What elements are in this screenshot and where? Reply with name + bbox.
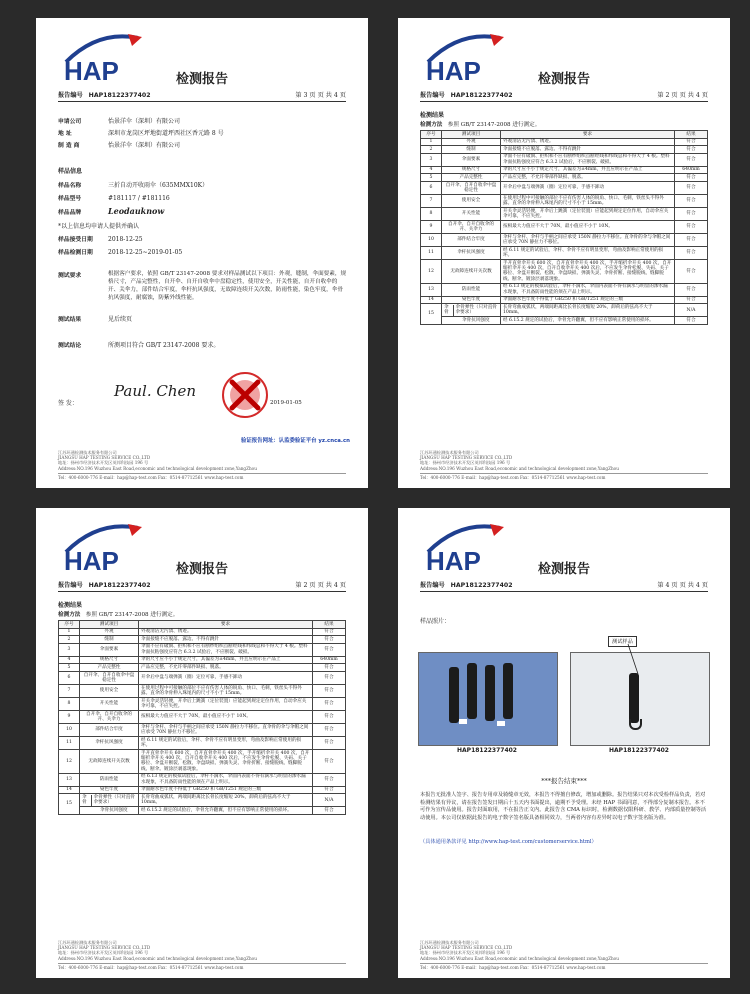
footer-company: 江苏环通检测技术服务有限公司 xyxy=(420,939,479,945)
table-row xyxy=(59,736,346,749)
method-label: 检测方法 xyxy=(420,122,443,128)
table-cell: 伞面不应有破洞、拒织和不应有断纱组织点断经线和纬线总和不得大于 4 根。塑料伞面抗粘强度应符合 6.3.2 试验后，不应断裂、破损。 xyxy=(501,153,675,166)
table-row xyxy=(421,181,708,194)
table-cell: 规格尺寸 xyxy=(80,656,139,664)
table-cell: 14 xyxy=(59,786,80,794)
svg-text:HAP: HAP xyxy=(426,546,481,576)
sample-tag-callout: 测试样品 xyxy=(608,636,637,647)
table-cell: 在使用过程中可接触的部位不应有伤害人体的锐角、快口、毛刺，铁丝头不得外露。直伞的伞骨伸入珠尾内的尺寸不小于 15mm。 xyxy=(139,684,313,697)
table-cell: 符合 xyxy=(675,181,708,194)
table-cell: 11 xyxy=(421,246,442,259)
address-label: 地 址 xyxy=(58,131,72,137)
umbrella-image xyxy=(449,667,459,723)
table-cell: 产品完整性 xyxy=(442,174,501,182)
report-title: 检测报告 xyxy=(175,562,228,577)
table-cell: 9 xyxy=(421,220,442,233)
table-cell: 8 xyxy=(59,697,80,710)
page-no: 第 3 页 xyxy=(295,92,316,99)
footer-company-en: JIANGSU HAP TESTING SERVICE CO.,LTD xyxy=(58,945,151,951)
report-page-results xyxy=(398,18,730,488)
result-heading: 检测结果 xyxy=(420,112,445,119)
table-cell: 伞骨抗风强度 xyxy=(442,317,501,325)
table-cell: 开伞后中盘与端弹簧（圈）定位可靠，手感不卸动 xyxy=(501,181,675,194)
table-cell: 开伞后中盘与端弹簧（圈）定位可靠，手感不卸动 xyxy=(139,671,313,684)
results-table xyxy=(420,130,708,325)
table-cell: 640mm xyxy=(675,166,708,174)
report-no: HAP18122377402 xyxy=(450,92,513,99)
table-cell: 符合 xyxy=(313,697,346,710)
table-cell: 符合 xyxy=(675,233,708,246)
conclusion: 所测项目符合 GB/T 23147-2008 要求。 xyxy=(108,342,220,349)
report-page-cover xyxy=(36,18,368,488)
sample-brand: Leodauknow xyxy=(108,206,165,216)
table-cell: 外观清洁无污渍、锈迹。 xyxy=(501,138,675,146)
table-cell: 开关性能 xyxy=(80,697,139,710)
table-cell: 符合 xyxy=(313,684,346,697)
table-cell: 符合 xyxy=(675,146,708,154)
report-header xyxy=(420,580,708,592)
table-cell: 13 xyxy=(421,283,442,296)
result-heading: 检测结果 xyxy=(58,602,83,609)
table-cell: 手开直骨伞开关 600 次，自开直骨伞开关 400 次，手开缩折伞开关 400 次，自开缩折伞开关 400 次，自开自收伞开关 400 次后，不应发生伞骨松脱、失码、关子移位、伞盘开断裂、松散、伞盘缺损、弹簧失灵、伞骨折断、接缝脱线、缝脚脱线、断伞。镀涂层剥落现象。 xyxy=(501,259,675,283)
footer-company: 江苏环通检测技术服务有限公司 xyxy=(58,939,117,945)
table-cell: 符合 xyxy=(313,628,346,636)
table-cell: 7 xyxy=(59,684,80,697)
table-cell: 经 6.13 规定的模拟试验后，伞杆不滴水，伞面内表面不得有滴水与明显的渗水漏水现象，不具备防雨性能的须在产品上明示。 xyxy=(501,283,675,296)
table-row xyxy=(59,710,346,723)
conclusion-row xyxy=(58,340,219,349)
table-row xyxy=(421,166,708,174)
table-row xyxy=(59,671,346,684)
table-row xyxy=(421,259,708,283)
table-cell: 伞的尺寸应不小于规定尺寸，其偏差为±4mm，并且应明示在产品上 xyxy=(501,166,675,174)
table-cell: 6 xyxy=(421,181,442,194)
table-cell: 经 6.11 规定的试验后，伞杆、伞骨不应有明显变形，弯曲及影响正常使用的损坏。 xyxy=(501,246,675,259)
table-row xyxy=(59,749,346,773)
table-cell: 符合 xyxy=(313,664,346,672)
test-period: 2018-12-25~2019-01-05 xyxy=(108,249,183,256)
test-result-row xyxy=(58,314,132,323)
page-total: 页 共 4 页 xyxy=(317,92,346,99)
table-cell: 按相最大力值应不大于 70N，最小值应不小于 10N。 xyxy=(501,220,675,233)
table-row xyxy=(59,664,346,672)
test-result: 见后续页 xyxy=(108,316,133,323)
table-cell: 长骨弯曲成弧状，两端间距离比长骨长度缩短 20%，卸荷后的弦高不大于 10mm。 xyxy=(139,794,313,807)
svg-text:HAP: HAP xyxy=(64,546,119,576)
label-tag xyxy=(459,719,467,724)
client-label: 申请公司 xyxy=(58,119,82,125)
table-cell: 1 xyxy=(59,628,80,636)
table-cell: 自开伞、自开自收伞的开、关伞力 xyxy=(80,710,139,723)
table-cell: 符合 xyxy=(313,723,346,736)
footer-company-en: JIANGSU HAP TESTING SERVICE CO.,LTD xyxy=(420,945,513,951)
table-header-cell: 序号 xyxy=(421,131,442,139)
client-row xyxy=(58,116,180,125)
table-cell: 14 xyxy=(421,296,442,304)
umbrella-image xyxy=(503,663,513,719)
report-no: HAP18122377402 xyxy=(450,582,513,589)
report-header xyxy=(58,90,346,102)
table-row xyxy=(421,174,708,182)
test-requirement-text: 根据客户要求，依照 GB/T 23147-2008 要求对样品测试以下项目：外观，缝制，伞面要素，规格尺寸，产品完整性，自开伞、自开自收伞中盘稳定性，使用安全，开关性能，自开自收伞的开、关伞力，部件结合牢度，伞杆抗风强度，无故障连续开关次数，防雨性能，染色牢度，伞骨抗风强度，耐腐蚀，防紫外线性能。 xyxy=(108,271,347,301)
table-cell: 10 xyxy=(421,233,442,246)
table-cell: 外观 xyxy=(80,628,139,636)
table-cell: 伞面要素 xyxy=(80,643,139,656)
table-cell: 5 xyxy=(421,174,442,182)
table-cell: N/A xyxy=(313,794,346,807)
method-label: 检测方法 xyxy=(58,612,81,618)
svg-text:HAP: HAP xyxy=(64,56,119,86)
umbrella-image xyxy=(629,673,639,723)
svg-text:HAP: HAP xyxy=(426,56,481,86)
table-cell: 伞杆抗风强度 xyxy=(442,246,501,259)
receive-date: 2018-12-25 xyxy=(108,236,143,243)
table-row xyxy=(421,283,708,296)
table-cell: 自开伞、自开自收伞中盘稳定性 xyxy=(80,671,139,684)
method: 参照 GB/T 23147-2008 进行测定。 xyxy=(85,612,179,618)
test-result-label: 测试结果 xyxy=(58,317,82,323)
footer-address-en: Address:NO.196 Wuzhou East Road,economic and technological development zone,YangZhou xyxy=(420,955,619,961)
table-cell: 开关伞灵活轻便，开伞后上跳簧（定位装置）应能起到规定定位作用，自动伞应关伞可靠，不应失控。 xyxy=(139,697,313,710)
table-cell: 开关性能 xyxy=(442,207,501,220)
table-cell: 开关伞灵活轻便，开伞后上跳簧（定位装置）应能起到规定定位作用，自动伞应关伞可靠，不应失控。 xyxy=(501,207,675,220)
footer-contact: Tel：400-6000-776 E-mail：hap@hap-test.com Fax：0514-87712561 www.hap-test.com xyxy=(58,473,346,480)
table-cell: 1 xyxy=(421,138,442,146)
table-cell: 符合 xyxy=(313,671,346,684)
signature: Paul. Chen xyxy=(114,382,197,400)
verify-link[interactable]: 验证报告网址：认监委验证平台 yz.cnca.cn xyxy=(241,438,350,444)
footer xyxy=(58,940,346,970)
table-cell: 经 6.15.2 规定的试验后，伞骨允许翻翼，但不应有影响正常使用的损坏。 xyxy=(139,807,313,815)
table-row xyxy=(59,697,346,710)
table-cell: 符合 xyxy=(313,736,346,749)
table-header-cell: 要求 xyxy=(139,621,313,629)
table-cell: 符合 xyxy=(313,807,346,815)
label-tag xyxy=(497,721,505,726)
footer-address: 地址：扬州市经济技术开发区英邦科技园 196 号 xyxy=(58,950,149,956)
method-row xyxy=(58,610,178,618)
table-cell: 使用安全 xyxy=(442,194,501,207)
table-row xyxy=(59,684,346,697)
table-cell: 染色牢度 xyxy=(442,296,501,304)
report-no: HAP18122377402 xyxy=(88,92,151,99)
table-cell: 自开伞、自开自收伞的开、关伞力 xyxy=(442,220,501,233)
table-cell: 外观清洁无污渍、锈迹。 xyxy=(139,628,313,636)
table-cell: 产品应完整，不允许零部件缺损、脱落。 xyxy=(139,664,313,672)
table-cell: 部件结合牢度 xyxy=(80,723,139,736)
table-header-row xyxy=(59,621,346,629)
sign-label: 签 发： xyxy=(58,400,78,407)
table-cell xyxy=(80,794,139,807)
table-cell: 符合 xyxy=(313,636,346,644)
footer-address: 地址：扬州市经济技术开发区英邦科技园 196 号 xyxy=(420,950,511,956)
table-row xyxy=(421,304,708,317)
table-cell: 染色牢度 xyxy=(80,786,139,794)
table-cell: 伞的尺寸应不小于规定尺寸，其偏差为±4mm，并且应明示在产品上 xyxy=(139,656,313,664)
table-row xyxy=(59,786,346,794)
table-row xyxy=(421,194,708,207)
table-cell: 伞杆抗风强度 xyxy=(80,736,139,749)
table-cell: 伞面耐水色牢度不得低于 GB250 和 GB/T251 规定的三级 xyxy=(139,786,313,794)
table-cell: 3 xyxy=(421,153,442,166)
footer-address-en: Address:NO.196 Wuzhou East Road,economic and technological development zone,YangZhou xyxy=(58,465,257,471)
sign-date: 2019-01-05 xyxy=(270,400,302,406)
table-cell: 符合 xyxy=(675,174,708,182)
table-row xyxy=(421,207,708,220)
report-title: 检测报告 xyxy=(537,72,590,87)
page-total: 页 共 4 页 xyxy=(317,582,346,589)
table-cell: 在使用过程中可接触的部位不应有伤害人体的锐角、快口、毛刺，铁丝头不得外露。直伞的伞骨伸入珠尾内的尺寸不小于 15mm。 xyxy=(501,194,675,207)
page-no: 第 2 页 xyxy=(657,92,678,99)
receive-date-label: 样品接受日期 xyxy=(58,237,93,243)
sample-name: 三折自动开收雨伞（635MMX10K） xyxy=(108,182,209,189)
table-cell: 自开伞、自开自收伞中盘稳定性 xyxy=(442,181,501,194)
sample-model-label: 样品型号 xyxy=(58,196,82,202)
table-cell: 9 xyxy=(59,710,80,723)
conclusion-label: 测试结论 xyxy=(58,343,82,349)
test-period-label: 样品检测日期 xyxy=(58,250,93,256)
table-cell: 3 xyxy=(59,643,80,656)
requirement-label-text: 测试要求 xyxy=(58,273,82,279)
table-cell: 手开直骨伞开关 600 次，自开直骨伞开关 400 次，手开缩折伞开关 400 次，自开缩折伞开关 400 次，自开自收伞开关 400 次后，不应发生伞骨松脱、失码、关子移位、伞盘开断裂、松散、伞盘缺损、弹簧失灵、伞骨折断、接缝脱线、缝脚脱线、断伞。镀涂层剥落现象。 xyxy=(139,749,313,773)
table-cell: 15 xyxy=(59,794,80,815)
official-seal-icon xyxy=(220,370,270,420)
footer xyxy=(420,940,708,970)
table-header-cell: 要求 xyxy=(501,131,675,139)
callout-arrow-icon xyxy=(624,644,644,676)
report-no: HAP18122377402 xyxy=(88,582,151,589)
maker-label: 制 造 商 xyxy=(58,143,80,149)
sample-info-heading: 样品信息 xyxy=(58,168,83,175)
umbrella-handle xyxy=(629,719,642,730)
sample-name-row xyxy=(58,180,208,189)
table-cell: 产品应完整，不允许零部件缺损、脱落。 xyxy=(501,174,675,182)
row15-item: 伞骨 xyxy=(444,304,449,316)
report-header xyxy=(420,90,708,102)
table-cell: 4 xyxy=(59,656,80,664)
sample-brand-row xyxy=(58,206,164,216)
footer-contact: Tel：400-6000-776 E-mail：hap@hap-test.com Fax：0514-87712561 www.hap-test.com xyxy=(420,963,708,970)
table-row xyxy=(421,233,708,246)
table-cell: 伞杆与伞杆、伞杆与手柄之间应承受 150N 静拉力不移位。直伞骨的伞与伞帽之间应承受 70N 静拉力不移位。 xyxy=(139,723,313,736)
table-cell: 伞面接缝不应脱落、露边、不得有跳针 xyxy=(501,146,675,154)
maker-value: 怡景洋伞（深圳）有限公司 xyxy=(108,142,181,149)
report-title: 检测报告 xyxy=(175,72,228,87)
page-total: 页 共 4 页 xyxy=(679,92,708,99)
table-row xyxy=(421,153,708,166)
table-header-cell: 结果 xyxy=(313,621,346,629)
report-no-label: 报告编号 xyxy=(420,92,445,99)
table-cell: 符合 xyxy=(675,194,708,207)
table-cell: 符合 xyxy=(675,220,708,233)
table-cell: 5 xyxy=(59,664,80,672)
footer xyxy=(420,450,708,480)
table-cell: 伞杆与伞杆、伞杆与手柄之间应承受 150N 静拉力不移位。直伞骨的伞与伞帽之间应承受 70N 静拉力不移位。 xyxy=(501,233,675,246)
address-row xyxy=(58,128,224,137)
table-cell: 缝制 xyxy=(442,146,501,154)
table-cell: 符合 xyxy=(675,317,708,325)
table-cell: 无故障连续开关次数 xyxy=(80,749,139,773)
report-page-photos xyxy=(398,508,730,978)
table-cell: 按相最大力值应不大于 70N，最小值应不小于 10N。 xyxy=(139,710,313,723)
table-row xyxy=(59,723,346,736)
method-row xyxy=(420,120,540,128)
table-header-cell: 结果 xyxy=(675,131,708,139)
table-cell: 规格尺寸 xyxy=(442,166,501,174)
report-no-label: 报告编号 xyxy=(420,582,445,589)
table-cell: 4 xyxy=(421,166,442,174)
table-cell: 伞面要素 xyxy=(442,153,501,166)
footer-contact: Tel：400-6000-776 E-mail：hap@hap-test.com Fax：0514-87712561 www.hap-test.com xyxy=(420,473,708,480)
table-cell: 符合 xyxy=(313,710,346,723)
table-cell: 部件结合牢度 xyxy=(442,233,501,246)
maker-row xyxy=(58,140,180,149)
table-cell: 15 xyxy=(421,304,442,325)
table-cell: 使用安全 xyxy=(80,684,139,697)
row15-item: 伞骨 xyxy=(82,794,87,806)
footer-company: 江苏环通检测技术服务有限公司 xyxy=(58,449,117,455)
test-period-row xyxy=(58,247,182,256)
table-header-cell: 序号 xyxy=(59,621,80,629)
report-no-label: 报告编号 xyxy=(58,92,83,99)
sample-photo-group xyxy=(418,652,558,746)
umbrella-image xyxy=(485,665,495,721)
results-table xyxy=(58,620,346,815)
report-notice: 本报告无批准人签字、报告专用章及骑缝章无效，本报告不得擅自修改，增加或删除。报告结果只对本次受检样品负责，若对检测结果有异议，请在报告签发日期后十五天内书面提出，逾期不予受理。未经 HAP 书面同意，不得部分复制本报告。本不可作为宣传品使用。报告封面取用，不在报告正文内。此报告含 CMA 标识时，检测数据仅限科研、教学、内部质量控制等活动使用。本公司仅依据此报告的电子数字签名版具备相同效力，当两者内容有差异时以电子数字签名版为准。 xyxy=(420,792,707,821)
table-cell: 12 xyxy=(421,259,442,283)
receive-date-row xyxy=(58,234,143,243)
table-row xyxy=(421,246,708,259)
table-cell: 13 xyxy=(59,773,80,786)
table-row xyxy=(59,773,346,786)
footer-company: 江苏环通检测技术服务有限公司 xyxy=(420,449,479,455)
table-cell: N/A xyxy=(675,304,708,317)
table-row xyxy=(421,138,708,146)
table-cell: 符合 xyxy=(313,643,346,656)
table-cell: 符合 xyxy=(313,749,346,773)
table-row xyxy=(421,296,708,304)
table-cell: 符合 xyxy=(675,207,708,220)
table-cell: 符合 xyxy=(313,773,346,786)
footer-address: 地址：扬州市经济技术开发区英邦科技园 196 号 xyxy=(58,460,149,466)
table-cell: 伞面接缝不应脱落、露边、不得有跳针 xyxy=(139,636,313,644)
table-header-row xyxy=(421,131,708,139)
photo-caption-1: HAP18122377402 xyxy=(457,747,517,754)
table-row xyxy=(59,628,346,636)
umbrella-image xyxy=(467,663,477,719)
table-cell: 12 xyxy=(59,749,80,773)
test-requirement-label xyxy=(58,270,108,279)
method: 参照 GB/T 23147-2008 进行测定。 xyxy=(447,122,541,128)
table-cell: 符合 xyxy=(675,153,708,166)
table-cell: 外观 xyxy=(442,138,501,146)
table-cell: 8 xyxy=(421,207,442,220)
table-cell: 长骨弯曲成弧状，两端间距离比长骨长度缩短 20%，卸荷后的弦高不大于 10mm。 xyxy=(501,304,675,317)
footer-address-en: Address:NO.196 Wuzhou East Road,economic and technological development zone,YangZhou xyxy=(58,955,257,961)
table-cell: 缝制 xyxy=(80,636,139,644)
table-header-cell: 测试项目 xyxy=(442,131,501,139)
table-cell: 符合 xyxy=(675,246,708,259)
sample-model: #181117 / #181116 xyxy=(108,195,170,202)
table-cell: 640mm xyxy=(313,656,346,664)
footer-address-en: Address:NO.196 Wuzhou East Road,economic and technological development zone,YangZhou xyxy=(420,465,619,471)
footer xyxy=(58,450,346,480)
table-cell xyxy=(442,304,501,317)
terms-link[interactable]: （具体通用条款详见 http://www.hap-test.com/customerservice.html） xyxy=(420,839,597,845)
table-cell: 经 6.13 规定的模拟试验后，伞杆不滴水，伞面内表面不得有滴水与明显的渗水漏水现象，不具备防雨性能的须在产品上明示。 xyxy=(139,773,313,786)
row15-sub1: 伞骨弹性（只对直骨伞要求） xyxy=(453,305,500,316)
table-row xyxy=(59,643,346,656)
sample-name-label: 样品名称 xyxy=(58,183,82,189)
table-cell: 11 xyxy=(59,736,80,749)
photo-caption-2: HAP18122377402 xyxy=(609,747,669,754)
table-cell: 7 xyxy=(421,194,442,207)
table-row xyxy=(59,794,346,807)
table-cell: 2 xyxy=(421,146,442,154)
table-cell: 经 6.11 规定的试验后，伞杆、伞骨不应有明显变形，弯曲及影响正常使用的损坏。 xyxy=(139,736,313,749)
page-total: 页 共 4 页 xyxy=(679,582,708,589)
table-cell: 符合 xyxy=(313,786,346,794)
table-cell: 防雨性能 xyxy=(80,773,139,786)
table-row xyxy=(421,220,708,233)
table-row xyxy=(421,317,708,325)
table-row xyxy=(59,656,346,664)
table-header-cell: 测试项目 xyxy=(80,621,139,629)
table-cell: 无故障连续开关次数 xyxy=(442,259,501,283)
address-value: 深圳市龙岗区坪地街道坪西社区香元路 8 号 xyxy=(108,130,224,137)
report-header xyxy=(58,580,346,592)
report-page-results-duplicate xyxy=(36,508,368,978)
table-row xyxy=(59,807,346,815)
table-cell: 伞面耐水色牢度不得低于 GB250 和 GB/T251 规定的三级 xyxy=(501,296,675,304)
sample-brand-label: 样品品牌 xyxy=(58,210,82,216)
table-cell: 防雨性能 xyxy=(442,283,501,296)
footer-contact: Tel：400-6000-776 E-mail：hap@hap-test.com Fax：0514-87712561 www.hap-test.com xyxy=(58,963,346,970)
table-cell: 伞骨抗风强度 xyxy=(80,807,139,815)
page-no: 第 2 页 xyxy=(295,582,316,589)
sample-note: *以上信息均申请人提供并确认 xyxy=(58,223,140,230)
report-end: ***报告结束*** xyxy=(541,777,587,785)
footer-company-en: JIANGSU HAP TESTING SERVICE CO.,LTD xyxy=(420,455,513,461)
photo-label: 样品照片： xyxy=(420,618,451,625)
report-no-label: 报告编号 xyxy=(58,582,83,589)
table-cell: 符合 xyxy=(675,283,708,296)
footer-company-en: JIANGSU HAP TESTING SERVICE CO.,LTD xyxy=(58,455,151,461)
table-cell: 符合 xyxy=(675,259,708,283)
table-cell: 产品完整性 xyxy=(80,664,139,672)
table-cell: 10 xyxy=(59,723,80,736)
client-value: 怡景洋伞（深圳）有限公司 xyxy=(108,118,181,125)
page-no: 第 4 页 xyxy=(657,582,678,589)
table-cell: 符合 xyxy=(675,138,708,146)
table-row xyxy=(421,146,708,154)
table-cell: 伞面不应有破洞、拒织和不应有断纱组织点断经线和纬线总和不得大于 4 根。塑料伞面抗粘强度应符合 6.3.2 试验后，不应断裂、破损。 xyxy=(139,643,313,656)
table-cell: 6 xyxy=(59,671,80,684)
report-title: 检测报告 xyxy=(537,562,590,577)
table-cell: 2 xyxy=(59,636,80,644)
sample-model-row xyxy=(58,193,170,202)
table-cell: 符合 xyxy=(675,296,708,304)
table-row xyxy=(59,636,346,644)
table-cell: 经 6.15.2 规定的试验后，伞骨允许翻翼，但不应有影响正常使用的损坏。 xyxy=(501,317,675,325)
row15-sub1: 伞骨弹性（只对直骨伞要求） xyxy=(91,795,138,806)
footer-address: 地址：扬州市经济技术开发区英邦科技园 196 号 xyxy=(420,460,511,466)
